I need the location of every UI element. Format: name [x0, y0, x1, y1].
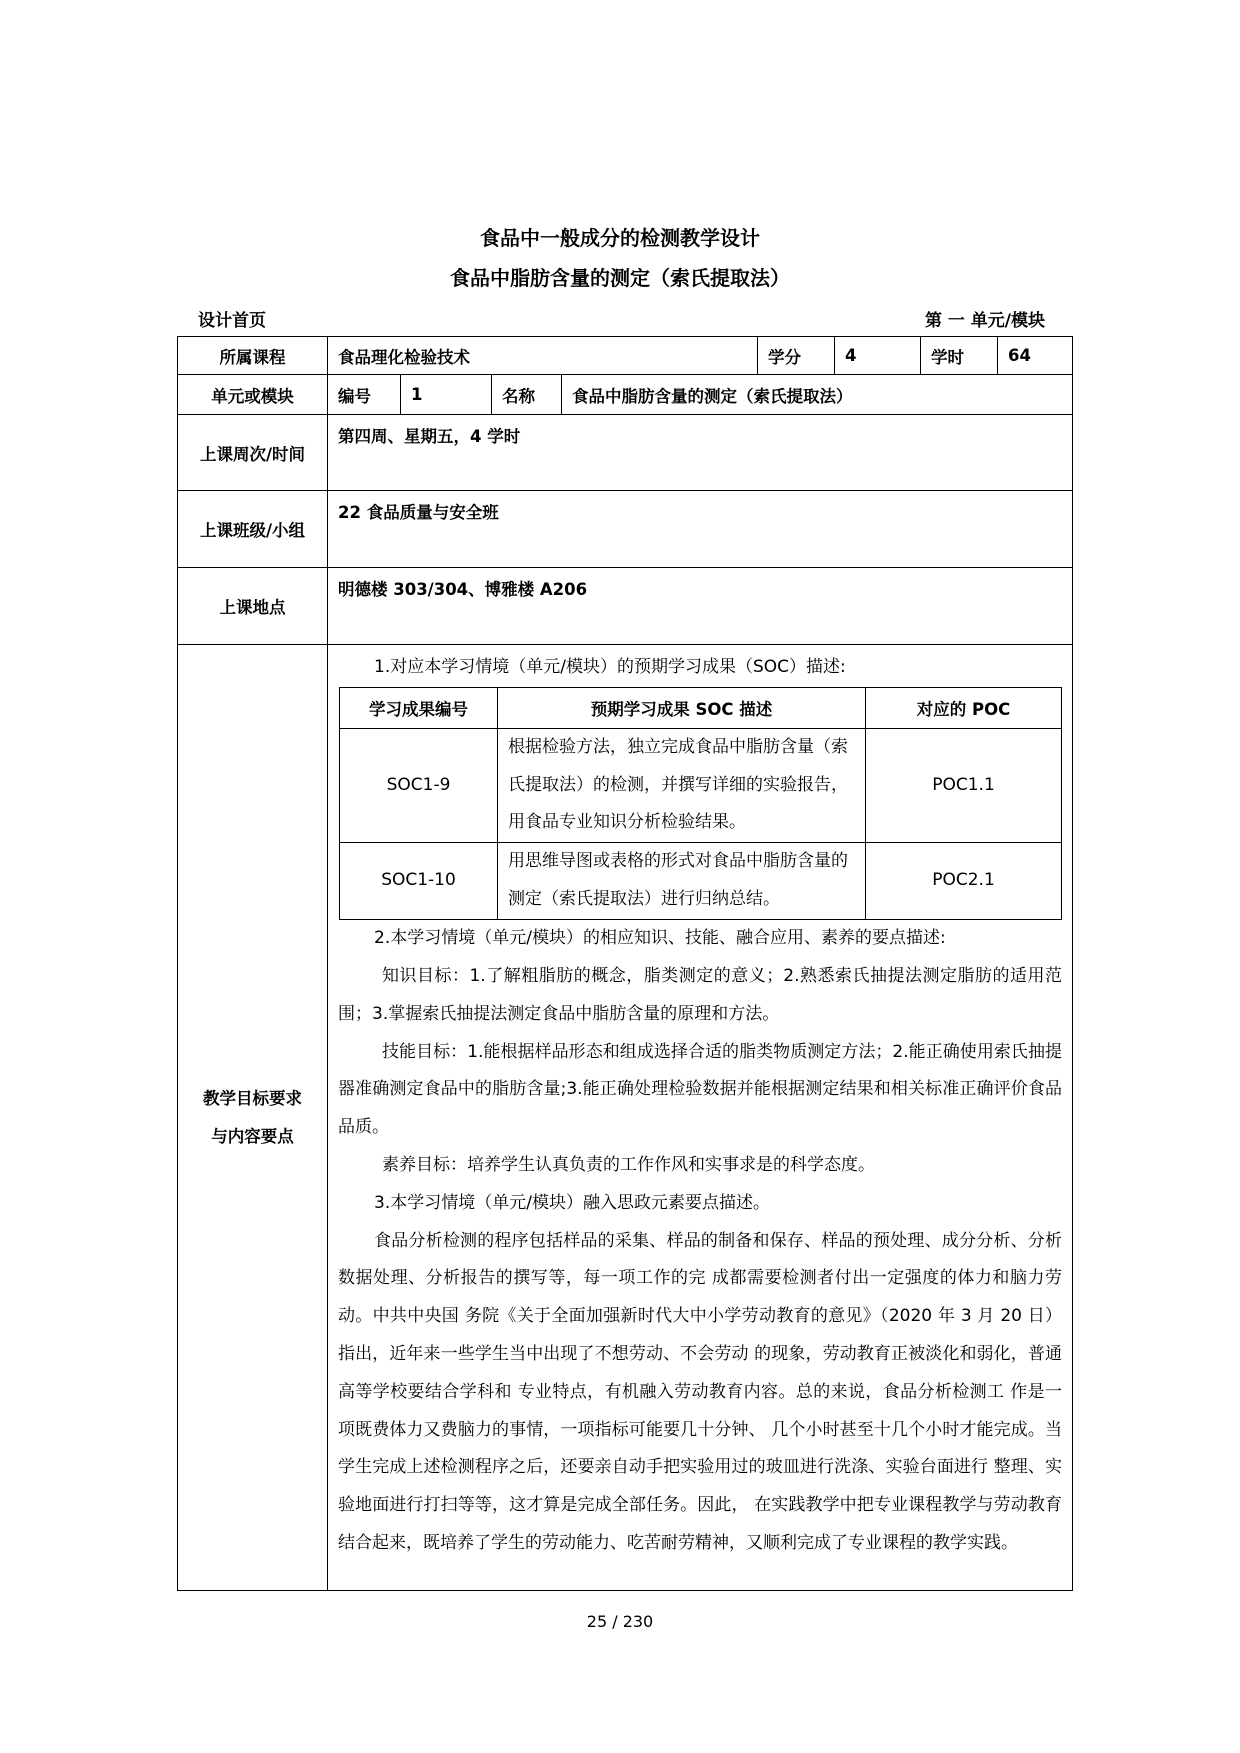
soc-poc: POC1.1 — [866, 728, 1062, 842]
soc-header-row — [340, 687, 1062, 728]
time-value: 第四周、星期五，4 学时 — [328, 415, 1073, 491]
document-subtitle: 食品中脂肪含量的测定（索氏提取法） — [450, 266, 790, 290]
design-cover-label: 设计首页 — [198, 311, 266, 331]
soc-desc: 用思维导图或表格的形式对食品中脂肪含量的测定（索氏提取法）进行归纳总结。 — [498, 843, 866, 920]
time-row — [178, 415, 1073, 491]
soc-table — [339, 687, 1062, 920]
points-intro: 2.本学习情境（单元/模块）的相应知识、技能、融合应用、素养的要点描述: — [374, 928, 946, 949]
soc-header-id: 学习成果编号 — [340, 687, 498, 728]
hours-value: 64 — [998, 337, 1073, 375]
ideology-intro: 3.本学习情境（单元/模块）融入思政元素要点描述。 — [374, 1192, 770, 1213]
soc-row — [340, 728, 1062, 842]
class-value: 22 食品质量与安全班 — [328, 491, 1073, 568]
number-value: 1 — [401, 375, 492, 415]
class-row — [178, 491, 1073, 568]
course-row — [178, 337, 1073, 375]
place-value: 明德楼 303/304、博雅楼 A206 — [328, 568, 1073, 645]
ideology-text: 食品分析检测的程序包括样品的采集、样品的制备和保存、样品的预处理、成分分析、分析数据处理、分析报告的撰写等，每一项工作的完 成都需要检测者付出一定强度的体力和脑力劳动。中共中央国 务院《关于全面加强新时代大中小学劳动教育的意见》（2020 年 3 月 20 日）指出，近年来一些学生当中出现了不想劳动、不会劳动 的现象，劳动教育正被淡化和弱化，普通高等学校要结合学科和 专业特点，有机融入劳动教育内容。总的来说，食品分析检测工 作是一项既费体力又费脑力的事情，一项指标可能要几十分钟、 几个小时甚至十几个小时才能完成。当学生完成上述检测程序之后，还要亲自动手把实验用过的玻皿进行洗涤、实验台面进行 整理、实验地面进行打扫等等，这才算是完成全部任务。因此， 在实践教学中把专业课程教学与劳动教育结合起来，既培养了学生的劳动能力、吃苦耐劳精神，又顺利完成了专业课程的教学实践。 — [338, 1230, 1062, 1553]
soc-poc: POC2.1 — [866, 843, 1062, 920]
unit-module-label: 第 一 单元/模块 — [924, 311, 1045, 331]
number-label: 编号 — [328, 375, 401, 415]
knowledge-goal: 知识目标：1.了解粗脂肪的概念，脂类测定的意义；2.熟悉索氏抽提法测定脂肪的适用范围；3.掌握索氏抽提法测定食品中脂肪含量的原理和方法。 — [338, 965, 1062, 1024]
name-value: 食品中脂肪含量的测定（索氏提取法） — [562, 375, 1073, 415]
goals-row — [178, 645, 1073, 1591]
credit-label: 学分 — [758, 337, 835, 375]
goals-label-line2: 与内容要点 — [211, 1126, 294, 1146]
course-label: 所属课程 — [178, 337, 328, 375]
soc-intro: 1.对应本学习情境（单元/模块）的预期学习成果（SOC）描述: — [374, 657, 846, 677]
goals-label — [178, 645, 328, 1591]
soc-desc: 根据检验方法，独立完成食品中脂肪含量（索氏提取法）的检测，并撰写详细的实验报告，用食品专业知识分析检验结果。 — [498, 728, 866, 842]
soc-row — [340, 843, 1062, 920]
document-title: 食品中一般成分的检测教学设计 — [480, 226, 760, 250]
goals-content — [328, 645, 1073, 1591]
page-number: 25 / 230 — [586, 1612, 654, 1631]
credit-value: 4 — [835, 337, 921, 375]
soc-header-poc: 对应的 POC — [866, 687, 1062, 728]
course-design-table — [177, 336, 1073, 1591]
course-value: 食品理化检验技术 — [328, 337, 758, 375]
soc-id: SOC1-10 — [340, 843, 498, 920]
skill-goal: 技能目标：1.能根据样品形态和组成选择合适的脂类物质测定方法；2.能正确使用索氏抽提器准确测定食品中的脂肪含量;3.能正确处理检验数据并能根据测定结果和相关标准正确评价食品品质。 — [338, 1041, 1062, 1138]
quality-goal: 素养目标：培养学生认真负责的工作作风和实事求是的科学态度。 — [382, 1154, 875, 1175]
soc-id: SOC1-9 — [340, 728, 498, 842]
name-label: 名称 — [492, 375, 562, 415]
place-row — [178, 568, 1073, 645]
unit-label: 单元或模块 — [178, 375, 328, 415]
time-label: 上课周次/时间 — [178, 415, 328, 491]
unit-row — [178, 375, 1073, 415]
place-label: 上课地点 — [178, 568, 328, 645]
soc-header-desc: 预期学习成果 SOC 描述 — [498, 687, 866, 728]
goals-label-line1: 教学目标要求 — [203, 1088, 302, 1108]
class-label: 上课班级/小组 — [178, 491, 328, 568]
hours-label: 学时 — [921, 337, 998, 375]
